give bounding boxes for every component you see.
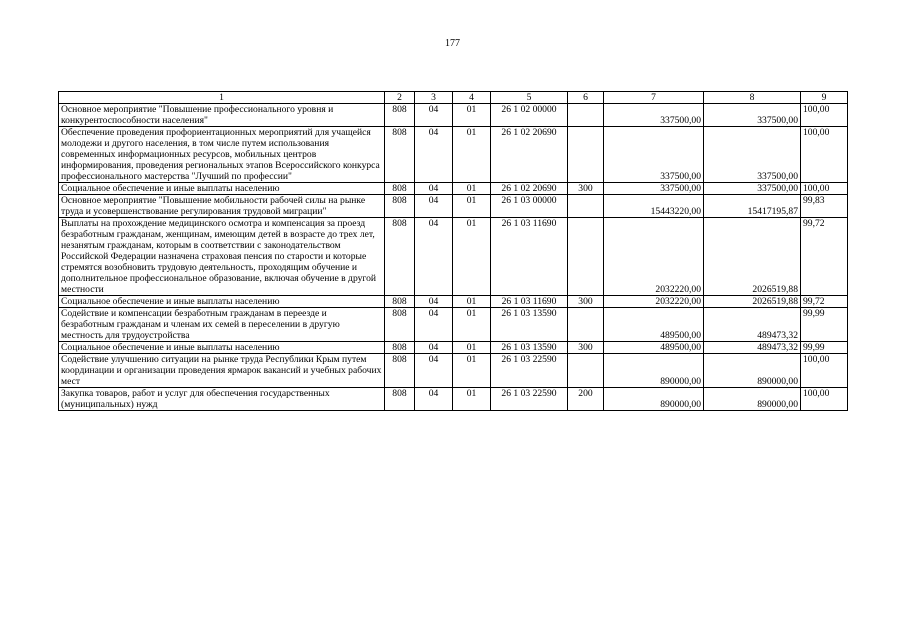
row-subsection-code: 01 <box>453 104 491 127</box>
row-executed-amount: 15417195,87 <box>704 195 801 218</box>
table-row <box>59 354 848 388</box>
column-number-row <box>59 92 848 104</box>
row-expense-type <box>568 195 604 218</box>
row-ministry-code: 808 <box>385 354 415 388</box>
row-section-code: 04 <box>415 354 453 388</box>
table-row <box>59 296 848 308</box>
row-subsection-code: 01 <box>453 388 491 411</box>
row-target-code: 26 1 03 13590 <box>491 342 568 354</box>
row-name: Социальное обеспечение и иные выплаты населению <box>59 342 385 354</box>
column-header: 5 <box>491 92 568 104</box>
row-subsection-code: 01 <box>453 195 491 218</box>
row-execution-percent: 99,72 <box>801 218 848 296</box>
row-ministry-code: 808 <box>385 104 415 127</box>
row-section-code: 04 <box>415 127 453 183</box>
row-executed-amount: 489473,32 <box>704 342 801 354</box>
row-planned-amount: 890000,00 <box>604 354 704 388</box>
row-section-code: 04 <box>415 104 453 127</box>
row-executed-amount: 489473,32 <box>704 308 801 342</box>
row-subsection-code: 01 <box>453 183 491 195</box>
row-expense-type: 200 <box>568 388 604 411</box>
row-execution-percent: 99,83 <box>801 195 848 218</box>
row-section-code: 04 <box>415 195 453 218</box>
row-executed-amount: 2026519,88 <box>704 218 801 296</box>
row-target-code: 26 1 02 20690 <box>491 127 568 183</box>
row-ministry-code: 808 <box>385 127 415 183</box>
row-target-code: 26 1 03 13590 <box>491 308 568 342</box>
row-subsection-code: 01 <box>453 127 491 183</box>
row-name: Выплаты на прохождение медицинского осмотра и компенсация за проезд безработным гражданам, женщинам, имеющим детей в возрасте до трех лет, незанятым гражданам, которым в соответствии с законодательством Российской Федерации назначена страховая пенсия по старости и которые стремятся возобновить трудовую деятельность, проходящим обучение и дополнительное профессиональное образование, включая обучение в другой местности <box>59 218 385 296</box>
row-planned-amount: 2032220,00 <box>604 296 704 308</box>
row-planned-amount: 337500,00 <box>604 127 704 183</box>
row-subsection-code: 01 <box>453 308 491 342</box>
row-section-code: 04 <box>415 308 453 342</box>
row-expense-type: 300 <box>568 183 604 195</box>
row-ministry-code: 808 <box>385 296 415 308</box>
row-expense-type: 300 <box>568 342 604 354</box>
column-header: 8 <box>704 92 801 104</box>
row-ministry-code: 808 <box>385 183 415 195</box>
row-name: Закупка товаров, работ и услуг для обеспечения государственных (муниципальных) нужд <box>59 388 385 411</box>
row-ministry-code: 808 <box>385 388 415 411</box>
row-execution-percent: 100,00 <box>801 183 848 195</box>
table-row <box>59 183 848 195</box>
row-target-code: 26 1 02 20690 <box>491 183 568 195</box>
row-ministry-code: 808 <box>385 195 415 218</box>
row-executed-amount: 2026519,88 <box>704 296 801 308</box>
row-execution-percent: 100,00 <box>801 354 848 388</box>
row-executed-amount: 337500,00 <box>704 127 801 183</box>
row-target-code: 26 1 03 11690 <box>491 296 568 308</box>
row-planned-amount: 489500,00 <box>604 308 704 342</box>
row-section-code: 04 <box>415 388 453 411</box>
table-row <box>59 388 848 411</box>
row-name: Социальное обеспечение и иные выплаты населению <box>59 296 385 308</box>
budget-execution-table <box>58 91 848 411</box>
row-expense-type <box>568 127 604 183</box>
column-header: 7 <box>604 92 704 104</box>
table-row <box>59 308 848 342</box>
row-execution-percent: 99,72 <box>801 296 848 308</box>
row-planned-amount: 15443220,00 <box>604 195 704 218</box>
column-header: 2 <box>385 92 415 104</box>
table-row <box>59 342 848 354</box>
column-header: 3 <box>415 92 453 104</box>
row-subsection-code: 01 <box>453 218 491 296</box>
row-execution-percent: 100,00 <box>801 388 848 411</box>
row-execution-percent: 100,00 <box>801 127 848 183</box>
row-section-code: 04 <box>415 218 453 296</box>
row-target-code: 26 1 03 22590 <box>491 388 568 411</box>
column-header: 1 <box>59 92 385 104</box>
row-subsection-code: 01 <box>453 354 491 388</box>
row-section-code: 04 <box>415 342 453 354</box>
row-target-code: 26 1 03 11690 <box>491 218 568 296</box>
row-expense-type <box>568 104 604 127</box>
row-planned-amount: 489500,00 <box>604 342 704 354</box>
row-execution-percent: 99,99 <box>801 308 848 342</box>
row-ministry-code: 808 <box>385 308 415 342</box>
row-section-code: 04 <box>415 296 453 308</box>
table-row <box>59 195 848 218</box>
row-name: Основное мероприятие "Повышение профессионального уровня и конкурентоспособности населения" <box>59 104 385 127</box>
row-execution-percent: 99,99 <box>801 342 848 354</box>
column-header: 6 <box>568 92 604 104</box>
row-ministry-code: 808 <box>385 342 415 354</box>
table-row <box>59 104 848 127</box>
table-row <box>59 127 848 183</box>
row-executed-amount: 337500,00 <box>704 104 801 127</box>
row-executed-amount: 890000,00 <box>704 354 801 388</box>
row-executed-amount: 890000,00 <box>704 388 801 411</box>
row-expense-type <box>568 354 604 388</box>
row-name: Основное мероприятие "Повышение мобильности рабочей силы на рынке труда и усовершенствование регулирования трудовой миграции" <box>59 195 385 218</box>
row-planned-amount: 337500,00 <box>604 183 704 195</box>
row-expense-type <box>568 218 604 296</box>
row-planned-amount: 2032220,00 <box>604 218 704 296</box>
row-expense-type <box>568 308 604 342</box>
column-header: 9 <box>801 92 848 104</box>
column-header: 4 <box>453 92 491 104</box>
page-number: 177 <box>445 38 460 49</box>
table-row <box>59 218 848 296</box>
row-expense-type: 300 <box>568 296 604 308</box>
row-target-code: 26 1 03 22590 <box>491 354 568 388</box>
row-planned-amount: 337500,00 <box>604 104 704 127</box>
row-section-code: 04 <box>415 183 453 195</box>
row-name: Содействие и компенсации безработным гражданам в переезде и безработным гражданам и членам их семей в переселении в другую местность для трудоустройства <box>59 308 385 342</box>
row-name: Социальное обеспечение и иные выплаты населению <box>59 183 385 195</box>
row-planned-amount: 890000,00 <box>604 388 704 411</box>
row-target-code: 26 1 02 00000 <box>491 104 568 127</box>
row-executed-amount: 337500,00 <box>704 183 801 195</box>
row-ministry-code: 808 <box>385 218 415 296</box>
row-name: Обеспечение проведения профориентационных мероприятий для учащейся молодежи и другого населения, в том числе путем использования современных информационных ресурсов, мобильных центров информирования, проведения региональных этапов Всероссийского конкурса профессионального мастерства "Лучший по профессии" <box>59 127 385 183</box>
row-subsection-code: 01 <box>453 342 491 354</box>
row-subsection-code: 01 <box>453 296 491 308</box>
row-target-code: 26 1 03 00000 <box>491 195 568 218</box>
row-name: Содействие улучшению ситуации на рынке труда Республики Крым путем координации и организации проведения ярмарок вакансий и учебных рабочих мест <box>59 354 385 388</box>
row-execution-percent: 100,00 <box>801 104 848 127</box>
